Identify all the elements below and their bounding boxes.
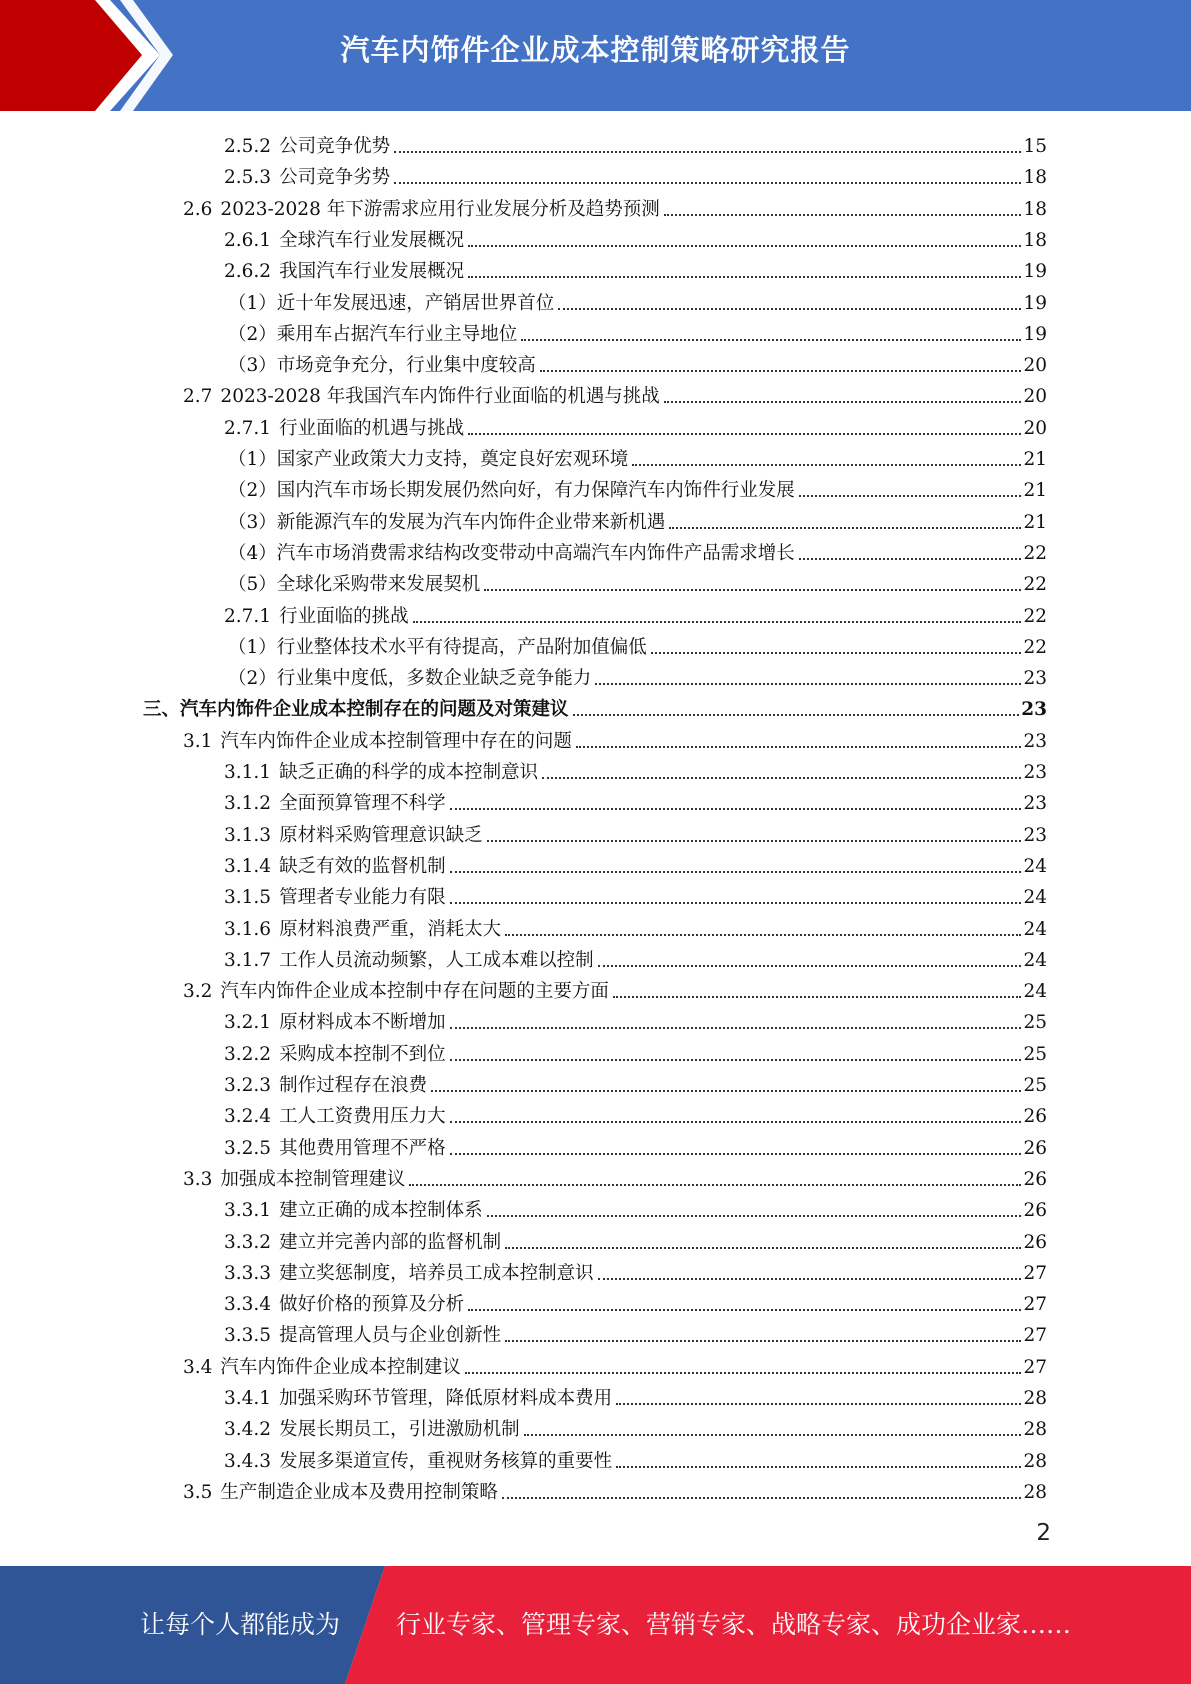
toc-entry-number: 2.7.1 <box>224 605 272 627</box>
toc-entry-page: 23 <box>1021 699 1047 721</box>
toc-entry-page: 21 <box>1023 511 1047 533</box>
toc-entry-title: 全球化采购带来发展契机 <box>276 574 481 596</box>
toc-entry[interactable] <box>183 973 1047 1004</box>
toc-entry[interactable] <box>183 1349 1047 1380</box>
toc-entry-number: 3.1.1 <box>224 762 272 783</box>
toc-entry-title: 加强采购环节管理，降低原材料成本费用 <box>279 1388 613 1409</box>
toc-leader-dots <box>450 808 1022 810</box>
toc-leader-dots <box>505 1247 1021 1249</box>
toc-leader-dots <box>468 245 1021 247</box>
toc-leader-dots <box>576 746 1022 748</box>
toc-leader-dots <box>409 1184 1021 1186</box>
toc-entry-title: 汽车内饰件企业成本控制建议 <box>220 1356 461 1378</box>
toc-leader-dots <box>664 214 1022 216</box>
toc-entry-title: 缺乏有效的监督机制 <box>279 855 446 877</box>
toc-entry[interactable] <box>183 1161 1047 1192</box>
toc-entry-page: 20 <box>1023 386 1047 408</box>
toc-entry-number: 3.3 <box>183 1168 213 1190</box>
toc-entry-number: 3.3.2 <box>224 1231 272 1253</box>
toc-entry-page: 23 <box>1023 762 1047 783</box>
toc-entry-number: 2.5.2 <box>224 136 272 157</box>
toc-entry[interactable] <box>224 222 1047 253</box>
toc-entry-number: 3.3.3 <box>224 1262 272 1284</box>
toc-entry[interactable] <box>224 253 1047 284</box>
toc-entry-page: 20 <box>1023 417 1047 439</box>
toc-entry-title: 原材料浪费严重，消耗太大 <box>279 918 502 940</box>
toc-entry-page: 21 <box>1023 449 1047 470</box>
toc-entry-number: 三、 <box>143 699 181 721</box>
toc-entry[interactable] <box>224 817 1047 848</box>
toc-entry-page: 23 <box>1023 730 1047 752</box>
toc-entry-number: 3.1.3 <box>224 824 272 846</box>
toc-entry-page: 19 <box>1023 323 1047 345</box>
toc-entry-number: 3.2.4 <box>224 1106 272 1128</box>
toc-entry-page: 26 <box>1023 1200 1047 1222</box>
toc-entry[interactable] <box>183 378 1047 409</box>
toc-leader-dots <box>573 714 1020 716</box>
toc-leader-dots <box>616 1403 1021 1405</box>
toc-entry-number: 3.1.4 <box>224 855 272 877</box>
toc-entry[interactable] <box>228 566 1047 597</box>
toc-entry[interactable] <box>224 1130 1047 1161</box>
toc-leader-dots <box>468 1309 1021 1311</box>
toc-entry[interactable] <box>224 1036 1047 1067</box>
toc-entry[interactable] <box>224 1443 1047 1474</box>
toc-leader-dots <box>613 996 1022 998</box>
toc-entry-number: 2.6 <box>183 198 213 220</box>
toc-entry[interactable] <box>228 660 1047 691</box>
toc-leader-dots <box>664 401 1022 403</box>
toc-leader-dots <box>450 1059 1022 1061</box>
toc-entry-title: 全球汽车行业发展概况 <box>279 229 465 251</box>
toc-entry-page: 27 <box>1023 1294 1047 1316</box>
toc-entry-page: 25 <box>1023 1075 1047 1096</box>
toc-entry-page: 23 <box>1023 793 1047 815</box>
toc-entry-number: 3.2.1 <box>224 1012 272 1034</box>
toc-entry-page: 27 <box>1023 1356 1047 1378</box>
toc-entry-page: 26 <box>1023 1231 1047 1253</box>
toc-entry-title: 建立并完善内部的监督机制 <box>279 1231 502 1253</box>
toc-leader-dots <box>487 1215 1022 1217</box>
toc-leader-dots <box>521 339 1021 341</box>
toc-entry-number: （3） <box>228 511 277 533</box>
toc-entry-page: 22 <box>1023 574 1047 596</box>
toc-entry-title: 乘用车占据汽车行业主导地位 <box>276 323 518 345</box>
toc-entry-title: 缺乏正确的科学的成本控制意识 <box>279 762 539 783</box>
toc-entry-number: 3.4.2 <box>224 1419 272 1441</box>
toc-entry-title: 制作过程存在浪费 <box>279 1075 428 1096</box>
toc-entry[interactable] <box>228 285 1047 316</box>
toc-entry[interactable] <box>224 159 1047 190</box>
toc-entry[interactable] <box>224 1224 1047 1255</box>
header-band <box>0 0 1191 111</box>
toc-leader-dots <box>598 1278 1022 1280</box>
toc-entry[interactable] <box>228 347 1047 378</box>
toc-entry-number: 3.2.3 <box>224 1075 272 1096</box>
toc-entry-number: 3.1.2 <box>224 793 272 815</box>
toc-entry-number: 2.7 <box>183 386 213 408</box>
toc-entry-page: 25 <box>1023 1012 1047 1034</box>
toc-entry-title: 近十年发展迅速，产销居世界首位 <box>276 292 555 314</box>
toc-entry-title: 市场竞争充分，行业集中度较高 <box>276 355 536 377</box>
toc-entry-number: （2） <box>228 480 277 502</box>
toc-leader-dots <box>413 621 1022 623</box>
toc-entry-title: 汽车内饰件企业成本控制中存在问题的主要方面 <box>220 981 609 1003</box>
toc-leader-dots <box>431 1090 1021 1092</box>
toc-leader-dots <box>524 1434 1022 1436</box>
toc-entry[interactable] <box>224 128 1047 159</box>
toc-leader-dots <box>394 151 1021 153</box>
toc-entry-page: 27 <box>1023 1262 1047 1284</box>
footer-slogan-left: 让每个人都能成为 <box>140 1610 341 1639</box>
toc-entry-number: 3.3.4 <box>224 1294 272 1316</box>
toc-entry-page: 28 <box>1023 1388 1047 1409</box>
toc-leader-dots <box>468 433 1021 435</box>
toc-entry-number: 3.2.2 <box>224 1043 272 1065</box>
toc-entry-title: 全面预算管理不科学 <box>279 793 446 815</box>
toc-entry-number: （1） <box>228 292 277 314</box>
toc-entry-page: 19 <box>1023 292 1047 314</box>
toc-leader-dots <box>468 276 1021 278</box>
toc-entry-number: （2） <box>228 323 277 345</box>
toc-entry-page: 26 <box>1023 1168 1047 1190</box>
toc-leader-dots <box>487 840 1022 842</box>
toc-entry[interactable] <box>224 911 1047 942</box>
toc-entry-page: 18 <box>1023 229 1047 251</box>
toc-entry-title: 国内汽车市场长期发展仍然向好，有力保障汽车内饰件行业发展 <box>276 480 795 502</box>
footer-band <box>0 1566 1191 1684</box>
toc-entry-number: 3.1 <box>183 730 213 752</box>
toc-entry[interactable] <box>228 535 1047 566</box>
toc-entry-page: 24 <box>1023 918 1047 940</box>
toc-entry-page: 28 <box>1023 1419 1047 1441</box>
toc-entry-page: 25 <box>1023 1043 1047 1065</box>
toc-entry-page: 19 <box>1023 261 1047 283</box>
toc-entry-number: 3.3.5 <box>224 1325 272 1347</box>
toc-leader-dots <box>669 527 1021 529</box>
toc-entry-title: 其他费用管理不严格 <box>279 1137 446 1159</box>
toc-entry-page: 26 <box>1023 1106 1047 1128</box>
toc-entry-number: （3） <box>228 355 277 377</box>
toc-entry[interactable] <box>224 598 1047 629</box>
toc-entry-title: 行业整体技术水平有待提高，产品附加值偏低 <box>276 636 647 658</box>
toc-leader-dots <box>394 182 1021 184</box>
toc-entry-title: 发展多渠道宣传，重视财务核算的重要性 <box>279 1450 613 1472</box>
toc-entry-page: 26 <box>1023 1137 1047 1159</box>
toc-entry[interactable] <box>228 316 1047 347</box>
toc-entry[interactable] <box>224 410 1047 441</box>
toc-entry[interactable] <box>224 879 1047 910</box>
toc-entry-title: 加强成本控制管理建议 <box>220 1168 406 1190</box>
toc-leader-dots <box>505 934 1021 936</box>
toc-entry[interactable] <box>228 504 1047 535</box>
toc-entry[interactable] <box>224 1380 1047 1411</box>
toc-entry[interactable] <box>183 191 1047 222</box>
toc-entry-number: 3.2.5 <box>224 1137 272 1159</box>
toc-entry-title: 我国汽车行业发展概况 <box>279 261 465 283</box>
toc-entry[interactable] <box>228 441 1047 472</box>
toc-entry-title: 公司竞争劣势 <box>279 167 391 189</box>
toc-leader-dots <box>598 965 1022 967</box>
toc-entry-title: 工作人员流动频繁，人工成本难以控制 <box>279 949 594 971</box>
toc-entry[interactable] <box>224 1411 1047 1442</box>
toc-entry-page: 23 <box>1023 668 1047 690</box>
toc-entry[interactable] <box>224 1192 1047 1223</box>
toc-entry-title: 2023-2028 年我国汽车内饰件行业面临的机遇与挑战 <box>220 386 660 408</box>
toc-entry[interactable] <box>224 1004 1047 1035</box>
toc-leader-dots <box>450 1153 1022 1155</box>
toc-entry-title: 管理者专业能力有限 <box>279 887 446 909</box>
toc-entry-number: 3.3.1 <box>224 1200 272 1222</box>
toc-entry-number: （1） <box>228 449 277 470</box>
toc-entry-page: 15 <box>1023 136 1047 157</box>
toc-entry-title: 建立正确的成本控制体系 <box>279 1200 483 1222</box>
toc-leader-dots <box>450 1027 1022 1029</box>
toc-leader-dots <box>450 902 1022 904</box>
toc-entry-title: 国家产业政策大力支持，奠定良好宏观环境 <box>276 449 629 470</box>
toc-entry[interactable] <box>183 723 1047 754</box>
toc-entry[interactable] <box>224 1317 1047 1348</box>
toc-entry-page: 28 <box>1023 1481 1047 1503</box>
toc-entry-page: 24 <box>1023 887 1047 909</box>
toc-leader-dots <box>651 652 1022 654</box>
toc-entry[interactable] <box>228 629 1047 660</box>
toc-entry-title: 行业集中度低，多数企业缺乏竞争能力 <box>276 668 592 690</box>
toc-entry-page: 24 <box>1023 855 1047 877</box>
toc-entry[interactable] <box>224 754 1047 785</box>
toc-entry-number: （5） <box>228 574 277 596</box>
toc-entry-number: 3.5 <box>183 1481 213 1503</box>
toc-entry-title: 原材料成本不断增加 <box>279 1012 446 1034</box>
toc-entry-number: （1） <box>228 636 277 658</box>
toc-entry-page: 28 <box>1023 1450 1047 1472</box>
toc-entry-title: 新能源汽车的发展为汽车内饰件企业带来新机遇 <box>276 511 666 533</box>
toc-entry-number: （4） <box>228 542 277 564</box>
toc-entry-number: 3.1.6 <box>224 918 272 940</box>
toc-entry-number: 3.4.1 <box>224 1388 272 1409</box>
toc-leader-dots <box>799 558 1022 560</box>
toc-leader-dots <box>632 464 1021 466</box>
toc-entry-title: 行业面临的机遇与挑战 <box>279 417 465 439</box>
toc-entry-title: 发展长期员工，引进激励机制 <box>279 1419 520 1441</box>
toc-entry-title: 汽车市场消费需求结构改变带动中高端汽车内饰件产品需求增长 <box>276 542 795 564</box>
toc-entry-page: 18 <box>1023 198 1047 220</box>
toc-entry-title: 汽车内饰件企业成本控制管理中存在的问题 <box>220 730 572 752</box>
toc-entry-page: 23 <box>1023 824 1047 846</box>
toc-leader-dots <box>505 1340 1021 1342</box>
toc-entry-page: 18 <box>1023 167 1047 189</box>
report-title: 汽车内饰件企业成本控制策略研究报告 <box>340 33 851 67</box>
toc-entry-number: 3.2 <box>183 981 213 1003</box>
toc-leader-dots <box>484 589 1021 591</box>
toc-entry-title: 原材料采购管理意识缺乏 <box>279 824 483 846</box>
toc-entry-page: 22 <box>1023 542 1047 564</box>
toc-leader-dots <box>558 308 1021 310</box>
toc-entry-page: 21 <box>1023 480 1047 502</box>
toc-entry-title: 汽车内饰件企业成本控制存在的问题及对策建议 <box>180 699 569 721</box>
toc-leader-dots <box>542 777 1021 779</box>
toc-entry-title: 建立奖惩制度，培养员工成本控制意识 <box>279 1262 594 1284</box>
toc-entry-page: 24 <box>1023 949 1047 971</box>
footer-slogan-right: 行业专家、管理专家、营销专家、战略专家、成功企业家…… <box>396 1610 1072 1639</box>
toc-leader-dots <box>502 1497 1022 1499</box>
toc-entry[interactable] <box>228 472 1047 503</box>
toc-entry[interactable] <box>224 1067 1047 1098</box>
toc-entry-number: 2.6.1 <box>224 229 272 251</box>
toc-entry-number: 2.7.1 <box>224 417 272 439</box>
toc-entry[interactable] <box>224 785 1047 816</box>
toc-entry-page: 24 <box>1023 981 1047 1003</box>
toc-entry-title: 2023-2028 年下游需求应用行业发展分析及趋势预测 <box>220 198 660 220</box>
toc-leader-dots <box>799 495 1022 497</box>
toc-leader-dots <box>540 370 1022 372</box>
toc-entry-number: 2.5.3 <box>224 167 272 189</box>
toc-leader-dots <box>616 1466 1021 1468</box>
toc-leader-dots <box>450 871 1022 873</box>
toc-entry[interactable] <box>183 1474 1047 1505</box>
toc-leader-dots <box>595 683 1021 685</box>
toc-entry-number: 2.6.2 <box>224 261 272 283</box>
toc-entry-title: 提高管理人员与企业创新性 <box>279 1325 502 1347</box>
toc-entry-title: 做好价格的预算及分析 <box>279 1294 465 1316</box>
toc-entry-number: （2） <box>228 668 277 690</box>
toc-entry-page: 27 <box>1023 1325 1047 1347</box>
toc-entry[interactable] <box>224 1286 1047 1317</box>
toc-entry-title: 工人工资费用压力大 <box>279 1106 446 1128</box>
toc-leader-dots <box>450 1121 1022 1123</box>
toc-entry-number: 3.1.5 <box>224 887 272 909</box>
toc-entry-title: 采购成本控制不到位 <box>279 1043 446 1065</box>
toc-entry[interactable] <box>224 1255 1047 1286</box>
toc-entry-title: 公司竞争优势 <box>279 136 391 157</box>
toc-entry-title: 生产制造企业成本及费用控制策略 <box>220 1481 498 1503</box>
toc-entry[interactable] <box>224 942 1047 973</box>
toc-leader-dots <box>465 1372 1022 1374</box>
toc-entry-page: 22 <box>1023 605 1047 627</box>
page-number: 2 <box>1036 1520 1051 1546</box>
toc-entry-number: 3.4 <box>183 1356 213 1378</box>
toc-entry-title: 行业面临的挑战 <box>279 605 409 627</box>
toc-entry[interactable] <box>224 1098 1047 1129</box>
toc-entry[interactable] <box>224 848 1047 879</box>
toc-entry-page: 22 <box>1023 636 1047 658</box>
toc-entry-number: 3.1.7 <box>224 949 272 971</box>
toc-entry[interactable] <box>143 691 1047 722</box>
toc-entry-page: 20 <box>1023 355 1047 377</box>
toc-entry-number: 3.4.3 <box>224 1450 272 1472</box>
